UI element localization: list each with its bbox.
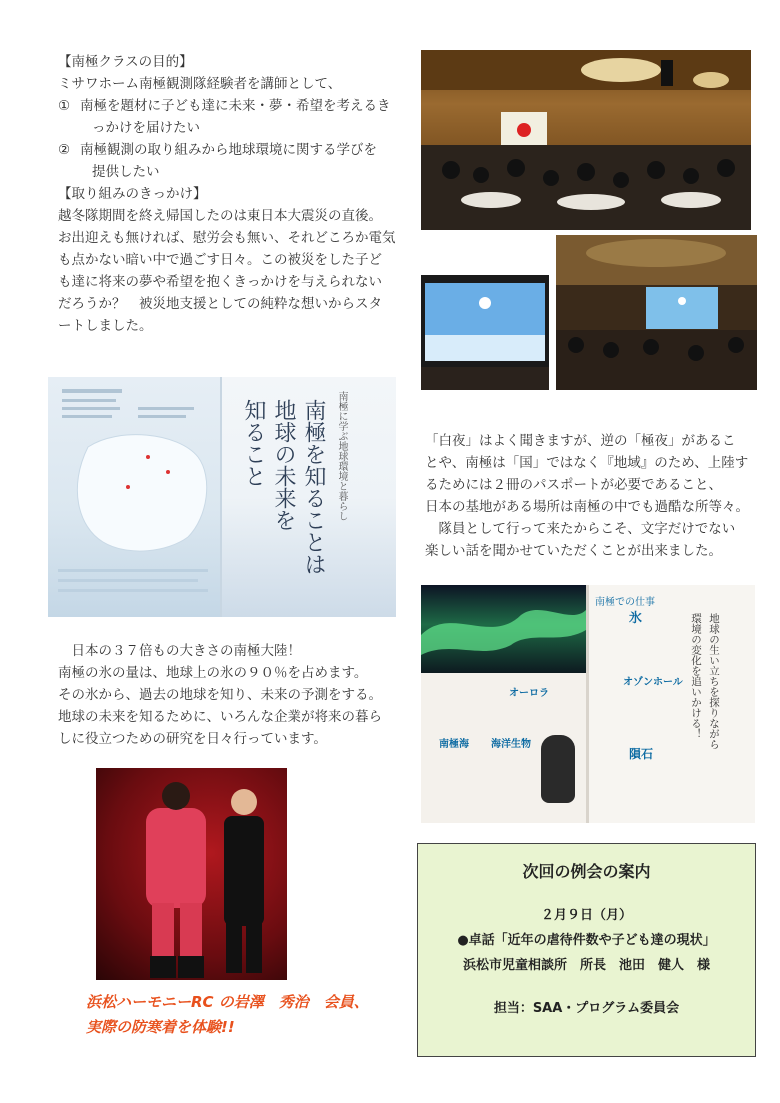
magazine-subtitle: 南極に学ぶ地球環境と暮らし bbox=[336, 391, 347, 521]
projector-illustration bbox=[421, 275, 549, 390]
tag-southern-ocean: 南極海 bbox=[439, 739, 469, 750]
banquet-hall-photo bbox=[421, 50, 751, 230]
purpose-intro: ミサワホーム南極観測隊経験者を講師として、 bbox=[58, 76, 342, 92]
book-work-label: 南極での仕事 bbox=[595, 597, 655, 608]
magazine-headline-1: 南極を知ることは bbox=[301, 399, 326, 575]
item-text: 南極を題材に子ども達に未来・夢・希望を考えるき bbox=[80, 98, 391, 114]
antarctica-map-icon bbox=[48, 377, 220, 617]
book-left-page bbox=[421, 585, 586, 823]
tag-aurora: オーロラ bbox=[509, 688, 549, 699]
caption-line: 浜松ハーモニーRC の岩澤 秀治 会員、 bbox=[86, 993, 369, 1011]
magazine-headline-3: 知ること bbox=[241, 399, 266, 487]
magazine-right-page bbox=[222, 377, 396, 617]
polar-night-line: 隊員として行って来たからこそ、文字だけでない bbox=[425, 521, 736, 537]
tag-marine-life: 海洋生物 bbox=[491, 739, 531, 750]
aurora-icon bbox=[421, 585, 586, 673]
antarctica-line: 日本の３７倍もの大きさの南極大陸！ bbox=[58, 643, 301, 659]
item-text: 南極観測の取り組みから地球環境に関する学びを bbox=[80, 142, 377, 158]
magazine-headline-2: 地球の未来を bbox=[271, 399, 296, 531]
book-spread-photo bbox=[421, 585, 755, 823]
purpose-section bbox=[58, 51, 403, 337]
item-number: ② bbox=[58, 142, 71, 158]
book-right-page bbox=[589, 585, 755, 823]
polar-night-line: 日本の基地がある場所は南極の中でも過酷な所等々。 bbox=[425, 499, 749, 515]
notice-speaker: 浜松市児童相談所 所長 池田 健人 様 bbox=[462, 958, 710, 973]
caption-line: 実際の防寒着を体験!! bbox=[86, 1018, 235, 1036]
notice-talk: ●卓話「近年の虐待件数や子ども達の現状」 bbox=[457, 933, 716, 948]
trigger-line: も達に将来の夢や希望を抱くきっかけを与えられない bbox=[58, 274, 382, 290]
trigger-line: ートしました。 bbox=[58, 318, 153, 334]
item-text-cont: 提供したい bbox=[92, 164, 160, 180]
notice-title: 次回の例会の案内 bbox=[522, 862, 651, 881]
aurora-image bbox=[421, 585, 586, 673]
penguin-image bbox=[541, 735, 575, 803]
trigger-line: お出迎えも無ければ、慰労会も無い、それどころか電気 bbox=[58, 230, 396, 246]
magazine-left-page bbox=[48, 377, 220, 617]
polar-night-line: るためには２冊のパスポートが必要であること、 bbox=[425, 477, 722, 493]
tag-ice: 氷 bbox=[629, 611, 643, 626]
item-number: ① bbox=[58, 98, 71, 114]
purpose-item bbox=[58, 139, 403, 183]
audience-illustration bbox=[556, 235, 757, 390]
trigger-line: 越冬隊期間を終え帰国したのは東日本大震災の直後。 bbox=[58, 208, 382, 224]
polar-night-line: 楽しい話を聞かせていただくことが出来ました。 bbox=[425, 543, 722, 559]
book-catch-1: 地球の生い立ちを探りながら bbox=[708, 613, 720, 750]
cold-gear-illustration bbox=[96, 768, 287, 980]
polar-night-text bbox=[425, 430, 760, 562]
polar-night-line: とや、南極は「国」ではなく『地域』のため、上陸す bbox=[425, 455, 749, 471]
purpose-item bbox=[58, 95, 403, 139]
antarctica-line: 地球の未来を知るために、いろんな企業が将来の暮ら bbox=[58, 709, 382, 725]
notice-date: ２月９日（月） bbox=[540, 908, 632, 923]
antarctica-line: その氷から、過去の地球を知り、未来の予測をする。 bbox=[58, 687, 382, 703]
antarctica-line: 南極の氷の量は、地球上の氷の９０％を占めます。 bbox=[58, 665, 368, 681]
projector-screen-photo bbox=[421, 275, 549, 390]
purpose-heading: 【南極クラスの目的】 bbox=[58, 54, 193, 70]
next-meeting-notice bbox=[417, 843, 756, 1057]
trigger-heading: 【取り組みのきっかけ】 bbox=[58, 186, 207, 202]
trigger-line: も点かない暗い中で過ごす日々。この被災をした子ど bbox=[58, 252, 382, 268]
tag-ozone-hole: オゾンホール bbox=[623, 677, 683, 688]
notice-in-charge: 担当：SAA・プログラム委員会 bbox=[493, 1001, 680, 1016]
cold-gear-photo bbox=[96, 768, 287, 980]
antarctica-line: しに役立つための研究を日々行っています。 bbox=[58, 731, 327, 747]
magazine-spread-photo bbox=[48, 377, 396, 617]
audience-photo bbox=[556, 235, 757, 390]
item-text-cont: っかけを届けたい bbox=[92, 120, 200, 136]
tag-meteorite: 隕石 bbox=[629, 747, 654, 761]
trigger-line: だろうか？ 被災地支援としての純粋な想いからスタ bbox=[58, 296, 382, 312]
antarctica-text bbox=[58, 640, 403, 750]
book-catch-2: 環境の変化を追いかける！ bbox=[690, 613, 702, 739]
photo-caption bbox=[86, 990, 406, 1040]
banquet-hall-illustration bbox=[421, 50, 751, 230]
polar-night-line: 「白夜」はよく聞きますが、逆の「極夜」があるこ bbox=[425, 433, 736, 449]
